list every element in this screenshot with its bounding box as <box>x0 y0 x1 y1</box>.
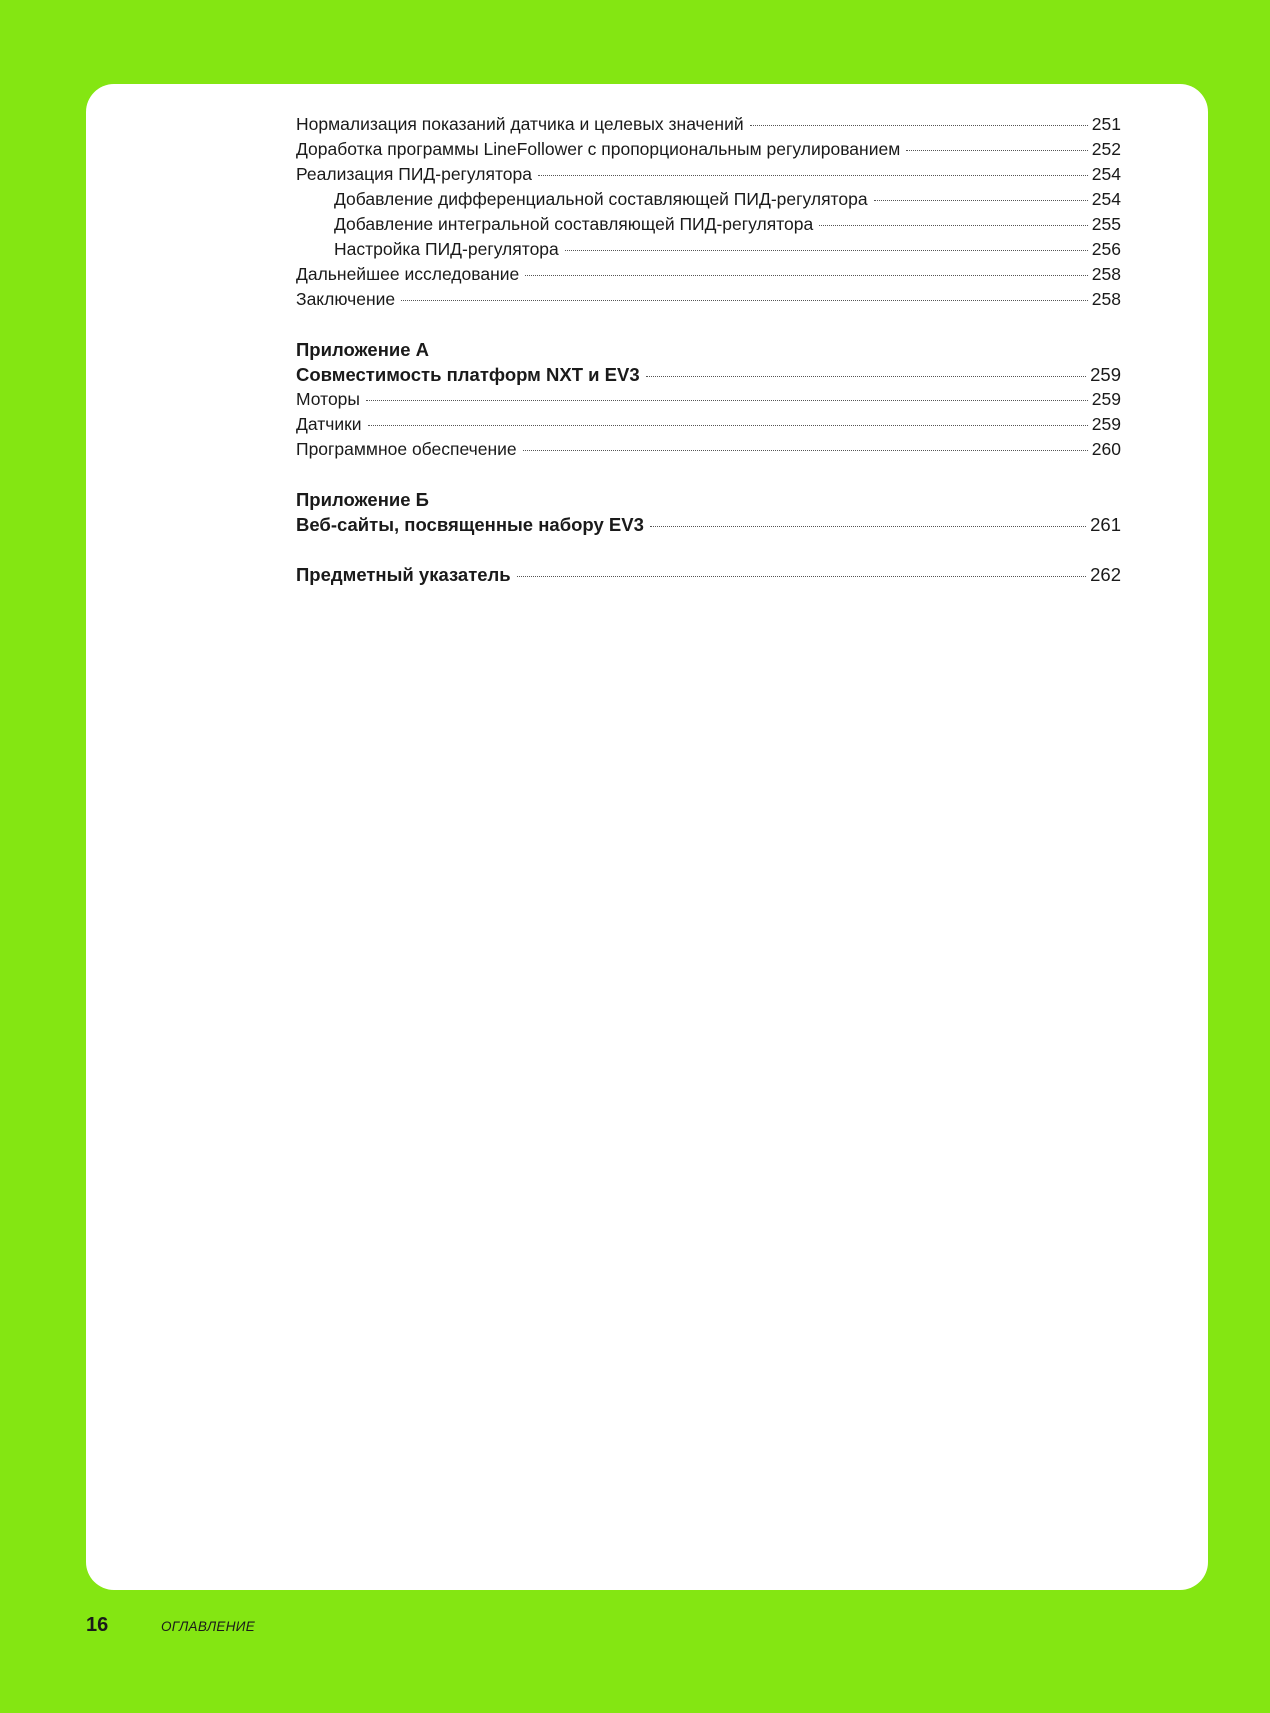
toc-entry-label: Дальнейшее исследование <box>296 264 520 284</box>
toc-entry[interactable] <box>296 412 1121 437</box>
toc-entry-label: Заключение <box>296 289 396 309</box>
toc-entry-page: 254 <box>1091 164 1121 184</box>
toc-entry-page: 251 <box>1091 114 1121 134</box>
appendix-a-heading: Приложение А <box>296 339 430 360</box>
dot-leader <box>523 450 1088 451</box>
toc-entry-page: 261 <box>1090 514 1121 535</box>
toc-subentry[interactable] <box>296 187 1121 212</box>
table-of-contents <box>296 112 1121 587</box>
toc-entry-page: 258 <box>1091 264 1121 284</box>
toc-entry-label: Программное обеспечение <box>296 439 517 459</box>
toc-entry-label: Добавление дифференциальной составляющей ПИД-регулятора <box>334 189 868 209</box>
toc-entry[interactable] <box>296 262 1121 287</box>
toc-entry[interactable] <box>296 112 1121 137</box>
toc-entry-label: Совместимость платформ NXT и EV3 <box>296 364 640 385</box>
section-spacer <box>296 537 1121 562</box>
toc-entry-page: 262 <box>1090 564 1121 585</box>
dot-leader <box>874 200 1088 201</box>
toc-entry-label: Моторы <box>296 389 360 409</box>
dot-leader <box>646 376 1087 377</box>
section-spacer <box>296 462 1121 487</box>
appendix-b-title-entry[interactable] <box>296 512 1121 537</box>
toc-entry-label: Настройка ПИД-регулятора <box>334 239 559 259</box>
toc-entry-label: Датчики <box>296 414 362 434</box>
toc-entry[interactable] <box>296 162 1121 187</box>
dot-leader <box>750 125 1088 126</box>
dot-leader <box>401 300 1088 301</box>
toc-entry-page: 252 <box>1091 139 1121 159</box>
dot-leader <box>517 576 1086 577</box>
appendix-b-heading: Приложение Б <box>296 489 429 510</box>
toc-entry-page: 256 <box>1091 239 1121 259</box>
appendix-a-title-entry[interactable] <box>296 362 1121 387</box>
index-entry[interactable] <box>296 562 1121 587</box>
toc-entry-label: Добавление интегральной составляющей ПИД-регулятора <box>334 214 814 234</box>
running-head: ОГЛАВЛЕНИЕ <box>161 1619 256 1634</box>
dot-leader <box>525 275 1088 276</box>
toc-entry-page: 259 <box>1090 364 1121 385</box>
toc-entry-page: 260 <box>1091 439 1121 459</box>
toc-entry-label: Предметный указатель <box>296 564 511 585</box>
dot-leader <box>650 526 1086 527</box>
toc-entry-page: 259 <box>1091 414 1121 434</box>
dot-leader <box>819 225 1088 226</box>
dot-leader <box>366 400 1088 401</box>
toc-entry[interactable] <box>296 137 1121 162</box>
toc-entry[interactable] <box>296 287 1121 312</box>
toc-subentry[interactable] <box>296 212 1121 237</box>
toc-entry[interactable] <box>296 437 1121 462</box>
toc-entry-label: Реализация ПИД-регулятора <box>296 164 533 184</box>
toc-entry-label: Веб-сайты, посвященные набору EV3 <box>296 514 644 535</box>
dot-leader <box>906 150 1088 151</box>
dot-leader <box>565 250 1088 251</box>
toc-entry-page: 255 <box>1091 214 1121 234</box>
toc-entry-page: 258 <box>1091 289 1121 309</box>
dot-leader <box>368 425 1088 426</box>
toc-entry[interactable] <box>296 387 1121 412</box>
toc-entry-page: 259 <box>1091 389 1121 409</box>
dot-leader <box>538 175 1088 176</box>
toc-entry-label: Доработка программы LineFollower с пропорциональным регулированием <box>296 139 901 159</box>
toc-entry-page: 254 <box>1091 189 1121 209</box>
toc-subentry[interactable] <box>296 237 1121 262</box>
toc-entry-label: Нормализация показаний датчика и целевых значений <box>296 114 744 134</box>
section-spacer <box>296 312 1121 337</box>
page-number: 16 <box>86 1614 109 1636</box>
